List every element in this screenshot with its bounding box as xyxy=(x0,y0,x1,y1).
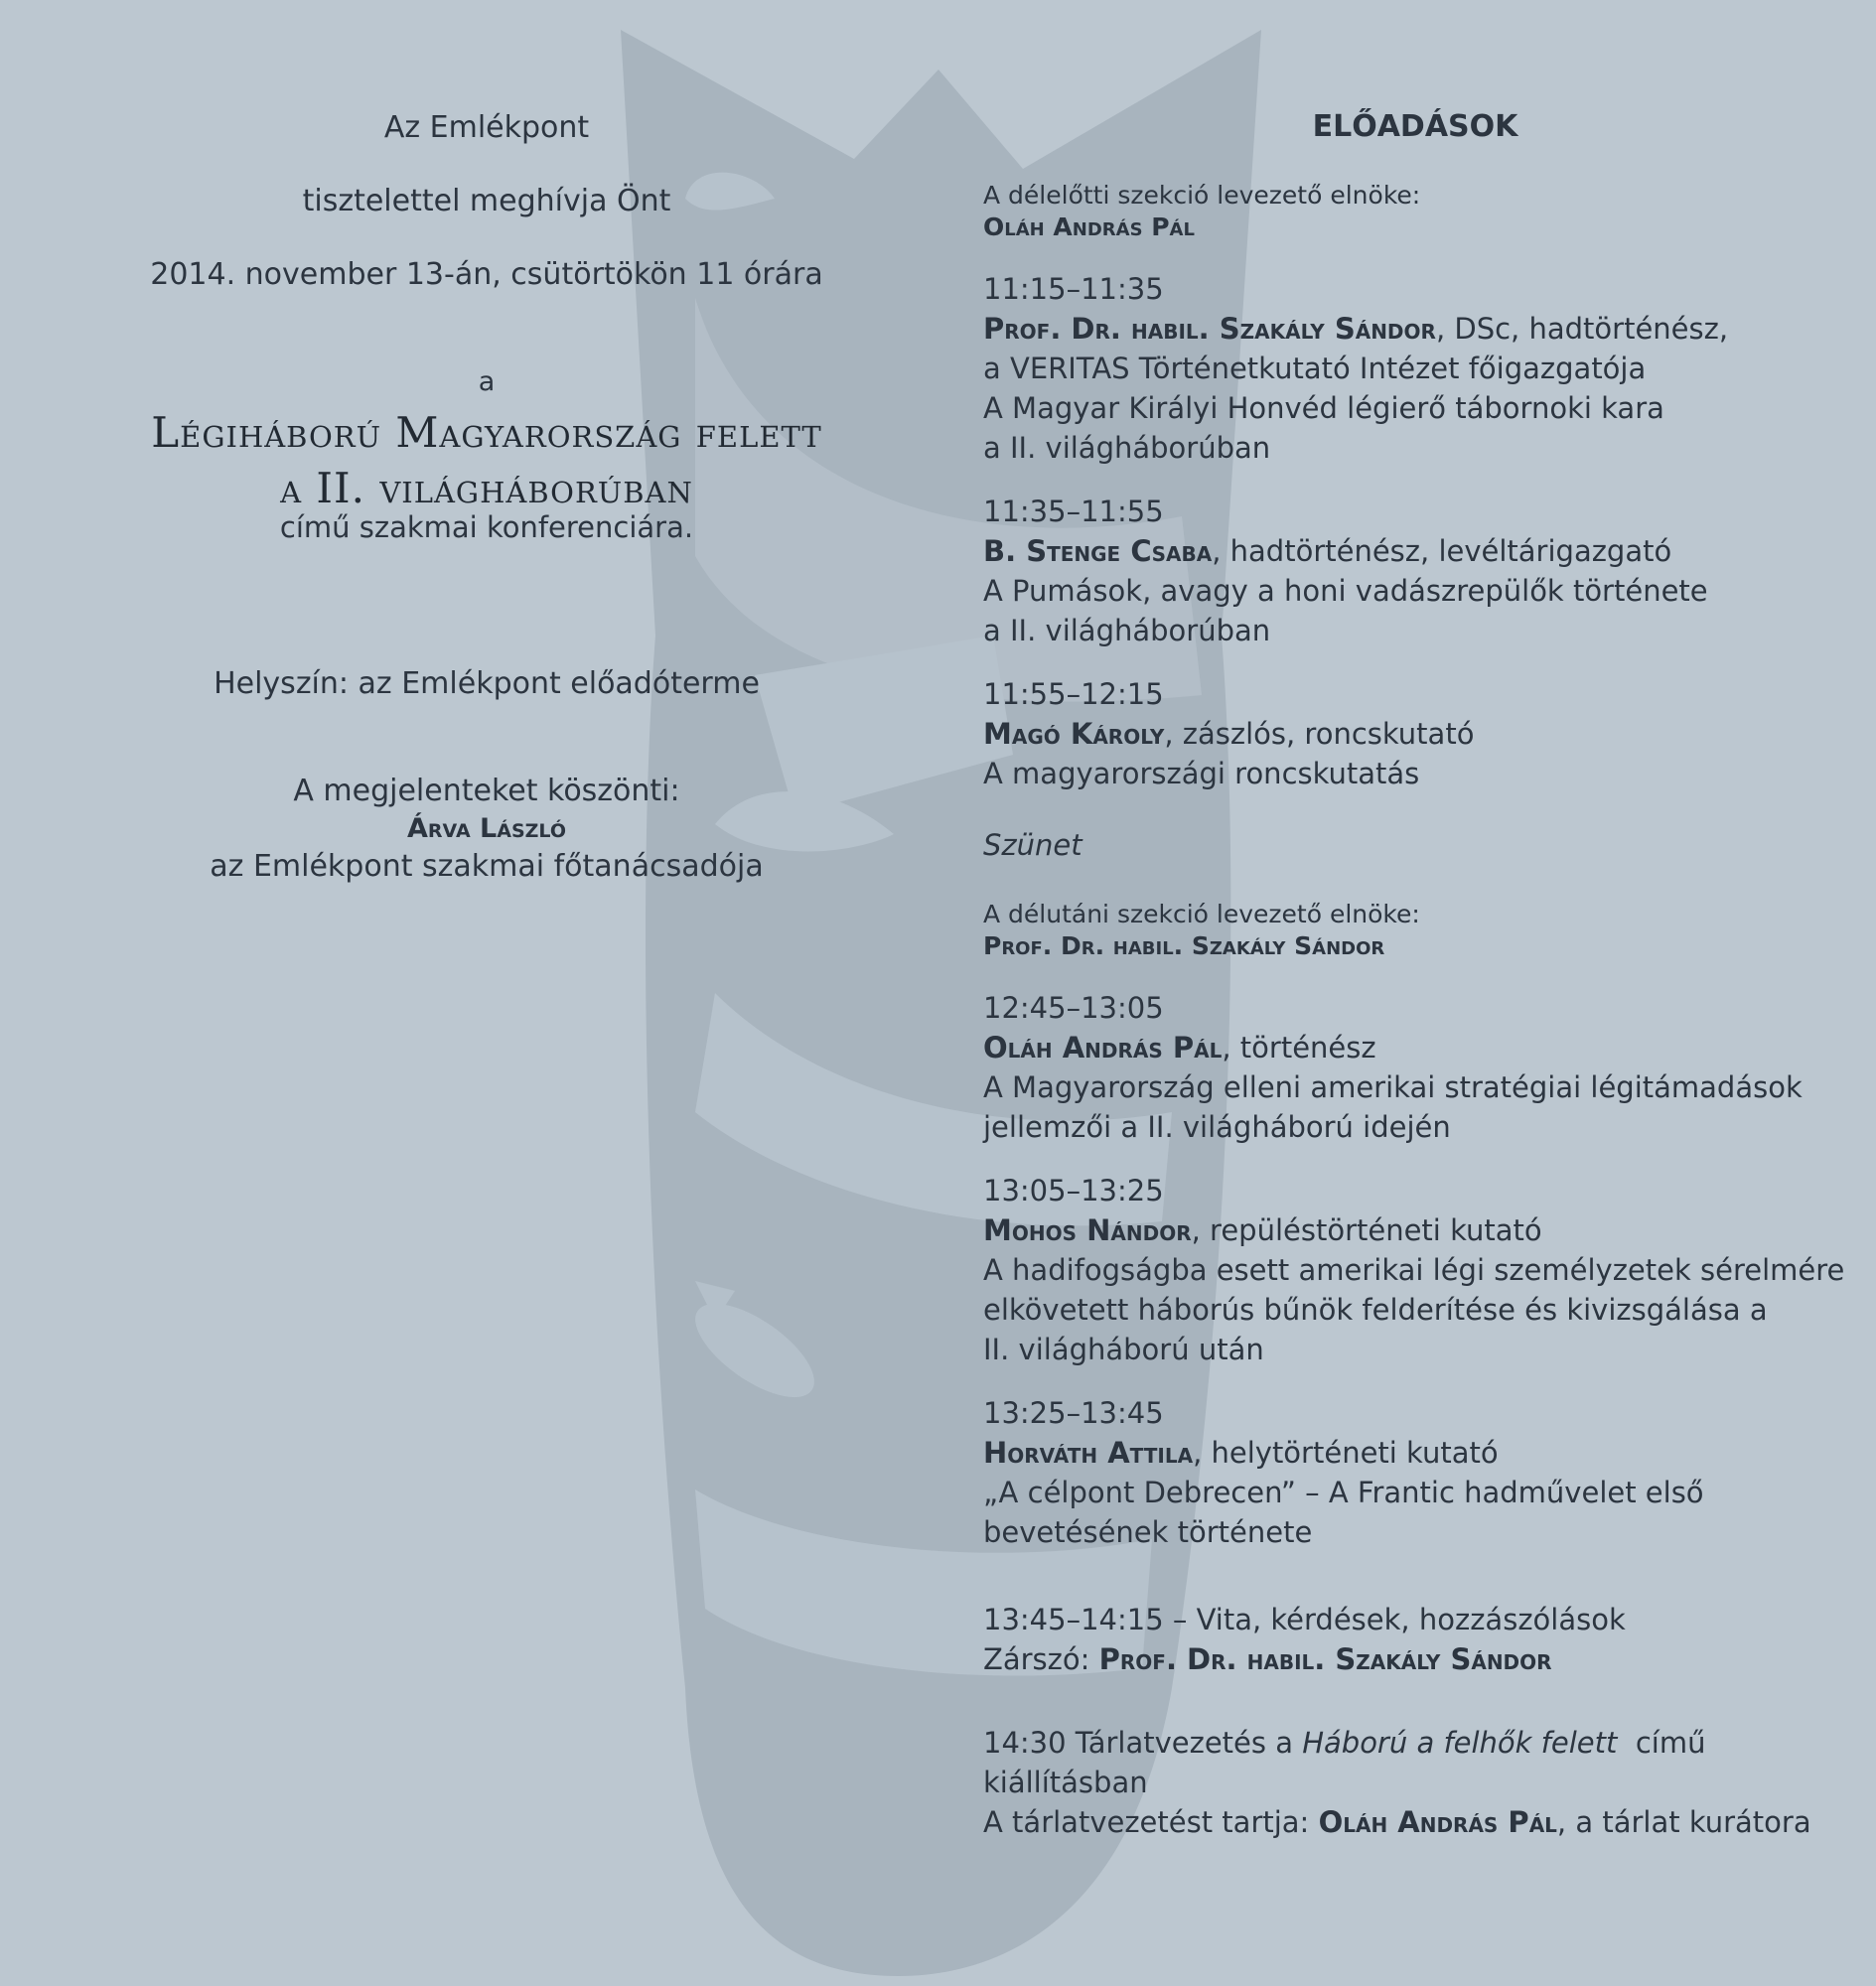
conference-subtitle: című szakmai konferenciára. xyxy=(279,510,694,544)
talk-time: 13:05–13:25 xyxy=(983,1174,1164,1207)
break-label: Szünet xyxy=(983,828,1082,862)
talk-time: 11:15–11:35 xyxy=(983,272,1164,306)
greeter-name: Árva László xyxy=(407,813,566,844)
speaker-role: , történész xyxy=(1222,1031,1376,1064)
talk-title-line: bevetésének története xyxy=(983,1515,1313,1549)
closing-line xyxy=(983,1639,1857,1679)
intro-line-2: tisztelettel meghívja Önt xyxy=(302,184,671,218)
talk-title-line: A hadifogságba esett amerikai légi személyzetek sérelmére xyxy=(983,1253,1845,1287)
talk-title-line: elkövetett háborús bűnök felderítése és kivizsgálása a xyxy=(983,1293,1768,1327)
closing-label: Zárszó: xyxy=(983,1642,1099,1676)
talk-block xyxy=(983,269,1857,468)
talk-speaker-line xyxy=(983,531,1857,571)
greeter-role: az Emlékpont szakmai főtanácsadója xyxy=(210,849,764,884)
talk-speaker-line xyxy=(983,1210,1857,1250)
tour-line xyxy=(983,1723,1857,1763)
talk-time: 11:55–12:15 xyxy=(983,677,1164,711)
talk-time: 11:35–11:55 xyxy=(983,495,1164,528)
closing-name: Prof. Dr. habil. Szakály Sándor xyxy=(1098,1642,1552,1676)
talk-speaker-line xyxy=(983,1433,1857,1473)
talk-time: 12:45–13:05 xyxy=(983,991,1164,1025)
speaker-name: Mohos Nándor xyxy=(983,1213,1192,1247)
speaker-name: Prof. Dr. habil. Szakály Sándor xyxy=(983,312,1436,346)
speaker-role: , hadtörténész, levéltárigazgató xyxy=(1212,534,1672,568)
talk-title-line: A Magyarország elleni amerikai stratégiai légitámadások xyxy=(983,1070,1803,1104)
talk-block xyxy=(983,1171,1857,1369)
talk-title-line: A Magyar Királyi Honvéd légierő tábornoki kara xyxy=(983,391,1664,425)
speaker-role: , repüléstörténeti kutató xyxy=(1191,1213,1542,1247)
talk-title-line: A magyarországi roncskutatás xyxy=(983,757,1420,790)
morning-chair-label: A délelőtti szekció levezető elnöke: xyxy=(983,181,1421,210)
program-column xyxy=(983,109,1857,1842)
event-date: 2014. november 13-án, csütörtökön 11 órára xyxy=(150,257,823,292)
guide-suffix: , a tárlat kurátora xyxy=(1556,1805,1811,1839)
speaker-role: , helytörténeti kutató xyxy=(1193,1436,1499,1470)
conference-title-line-2: a II. világháborúban xyxy=(280,464,693,512)
tour-suffix: című xyxy=(1617,1726,1706,1760)
talk-title-line: „A célpont Debrecen” – A Frantic hadművelet első xyxy=(983,1476,1704,1509)
venue: Helyszín: az Emlékpont előadóterme xyxy=(214,666,760,701)
talk-speaker-line xyxy=(983,1028,1857,1067)
talk-speaker-line xyxy=(983,309,1857,349)
speaker-name: B. Stenge Csaba xyxy=(983,534,1213,568)
greeting-label: A megjelenteket köszönti: xyxy=(293,774,680,808)
program-heading: ELŐADÁSOK xyxy=(1312,109,1518,144)
speaker-name: Oláh András Pál xyxy=(983,1031,1223,1064)
article-a: a xyxy=(478,366,496,397)
guide-line xyxy=(983,1802,1857,1842)
tour-exhibition-title: Háború a felhők felett xyxy=(1302,1726,1618,1760)
guide-name: Oláh András Pál xyxy=(1318,1805,1557,1839)
talk-block xyxy=(983,674,1857,793)
guide-label: A tárlatvezetést tartja: xyxy=(983,1805,1319,1839)
invitation-column xyxy=(40,109,934,886)
afternoon-chair-label: A délutáni szekció levezető elnöke: xyxy=(983,900,1420,928)
talk-block xyxy=(983,492,1857,650)
talk-title-line: a VERITAS Történetkutató Intézet főigazgatója xyxy=(983,352,1647,385)
discussion-line: 13:45–14:15 – Vita, kérdések, hozzászólások xyxy=(983,1603,1626,1636)
speaker-role: , DSc, hadtörténész, xyxy=(1435,312,1729,346)
speaker-name: Horváth Attila xyxy=(983,1436,1194,1470)
talk-block xyxy=(983,988,1857,1147)
talk-block xyxy=(983,1393,1857,1552)
speaker-name: Magó Károly xyxy=(983,717,1165,751)
speaker-role: , zászlós, roncskutató xyxy=(1164,717,1475,751)
morning-chair-name: Oláh András Pál xyxy=(983,213,1195,241)
talk-title-line: jellemzői a II. világháború idején xyxy=(983,1110,1451,1144)
talk-speaker-line xyxy=(983,714,1857,754)
afternoon-chair-name: Prof. Dr. habil. Szakály Sándor xyxy=(983,931,1385,960)
talk-time: 13:25–13:45 xyxy=(983,1396,1164,1430)
talk-title-line: A Pumások, avagy a honi vadászrepülők története xyxy=(983,574,1708,608)
tour-prefix: 14:30 Tárlatvezetés a xyxy=(983,1726,1303,1760)
talk-title-line: II. világháború után xyxy=(983,1333,1264,1366)
conference-title-line-1: Légiháború Magyarország felett xyxy=(151,408,822,457)
intro-line-1: Az Emlékpont xyxy=(383,110,590,145)
tour-line-2: kiállításban xyxy=(983,1766,1148,1799)
talk-title-line: a II. világháborúban xyxy=(983,614,1271,647)
talk-title-line: a II. világháborúban xyxy=(983,431,1271,465)
